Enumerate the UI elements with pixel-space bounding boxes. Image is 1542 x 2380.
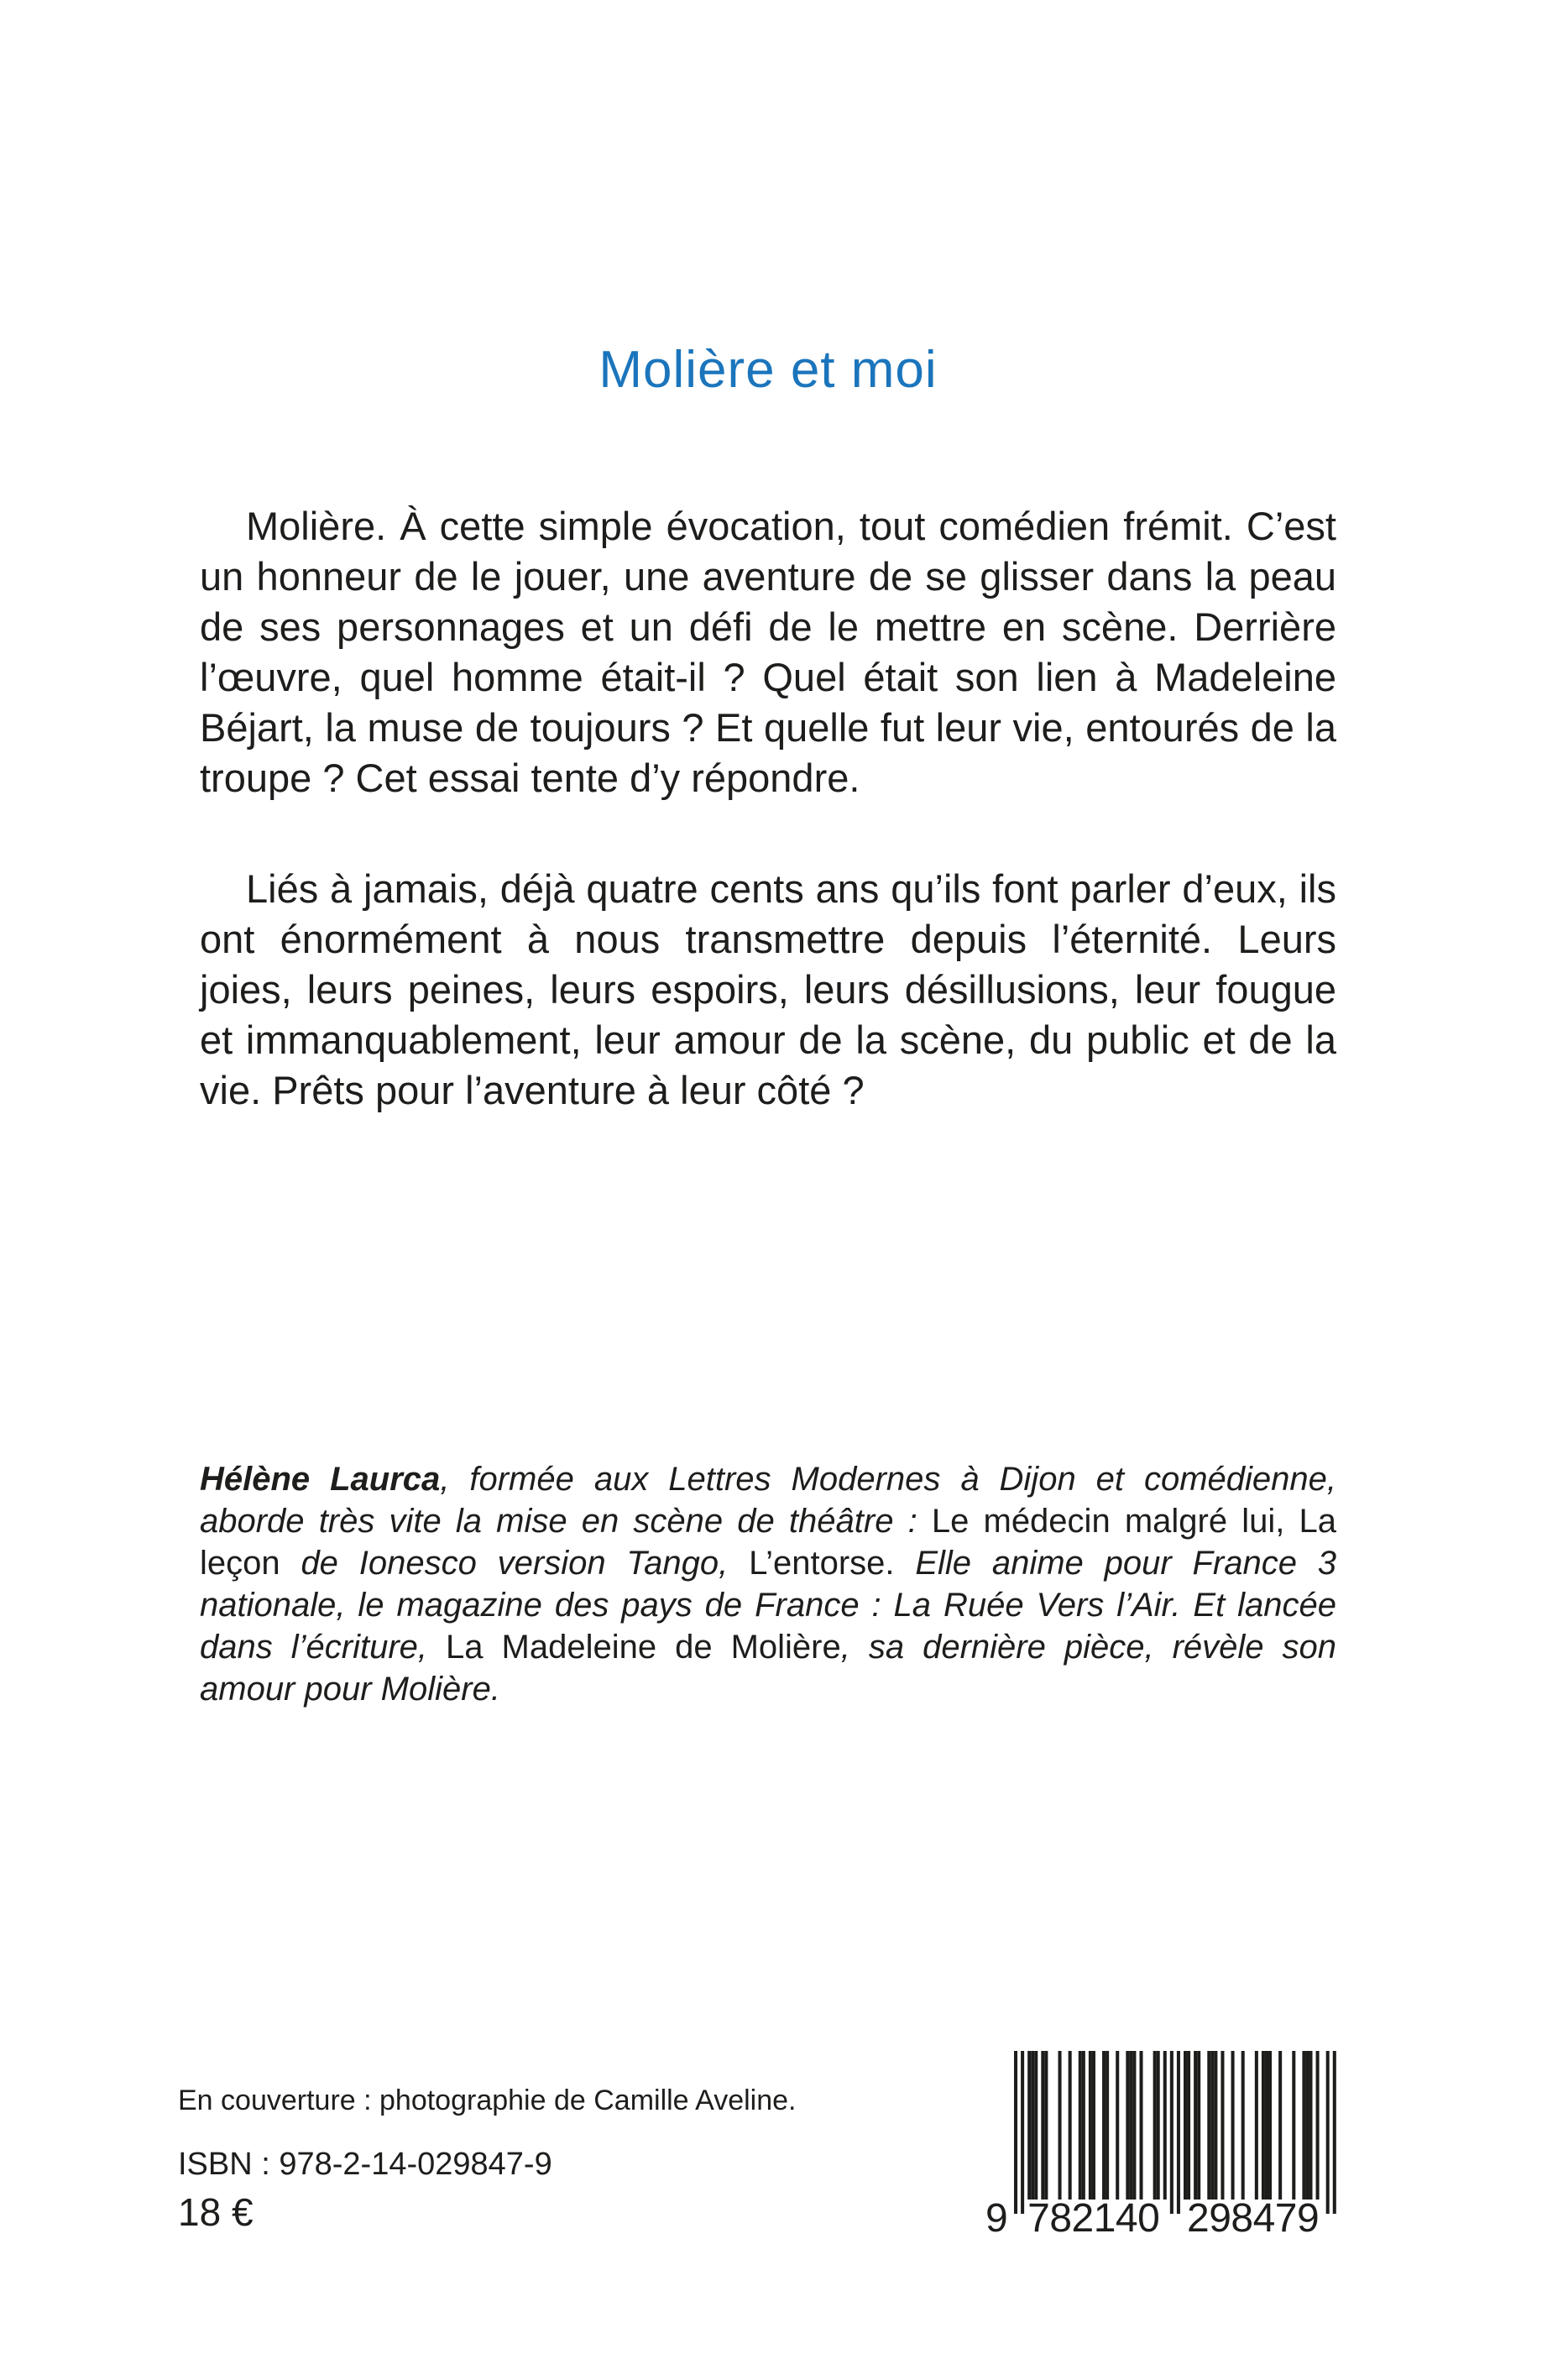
bio-segment: Le médecin malgré lui, La leçon	[200, 1503, 1337, 1582]
synopsis	[200, 501, 1336, 1116]
bio-segment: , formée aux Lettres Modernes à Dijon et comédienne, aborde très vite la mise en scène de théâtre :	[200, 1461, 1336, 1540]
bio-segment: de Ionesco version Tango,	[301, 1545, 750, 1582]
bio-segment: Hélène Laurca	[200, 1461, 441, 1498]
synopsis-paragraph-2: Liés à jamais, déjà quatre cents ans qu’ils font parler d’eux, ils ont énormément à nous transmettre depuis l’éternité. Leurs joies, leurs peines, leurs espoirs, leurs désillusions, leur fougue et immanquablement, leur amour de la scène, du public et de la vie. Prêts pour l’aventure à leur côté ?	[200, 866, 1336, 1112]
barcode-digit-first: 9	[985, 2196, 1008, 2240]
author-bio	[200, 1458, 1336, 1710]
bio-segment: L’entorse.	[749, 1545, 916, 1582]
book-title: Molière et moi	[599, 341, 938, 399]
price: 18 €	[178, 2190, 254, 2234]
barcode-bars	[974, 2051, 1350, 2240]
barcode-digits-right: 298479	[1187, 2196, 1320, 2240]
synopsis-paragraph-1: Molière. À cette simple évocation, tout comédien frémit. C’est un honneur de le jouer, une aventure de se glisser dans la peau de ses personnages et un défi de le mettre en scène. Derrière l’œuvre, quel homme était-il ? Quel était son lien à Madeleine Béjart, la muse de toujours ? Et quelle fut leur vie, entourés de la troupe ? Cet essai tente d’y répondre.	[200, 504, 1336, 800]
bio-segment: , sa dernière pièce, révèle son amour pour Molière.	[200, 1629, 1337, 1708]
isbn: ISBN : 978-2-14-029847-9	[178, 2147, 552, 2182]
barcode-digits-left: 782140	[1027, 2196, 1160, 2240]
bio-segment: La Madeleine de Molière	[446, 1629, 841, 1666]
ean13-barcode	[974, 2051, 1350, 2240]
cover-credit: En couverture : photographie de Camille Aveline.	[178, 2084, 797, 2116]
bio-segment: Elle anime pour France 3 nationale, le magazine des pays de France : La Ruée Vers l’Air. Et lancée dans l’écriture,	[200, 1545, 1336, 1666]
